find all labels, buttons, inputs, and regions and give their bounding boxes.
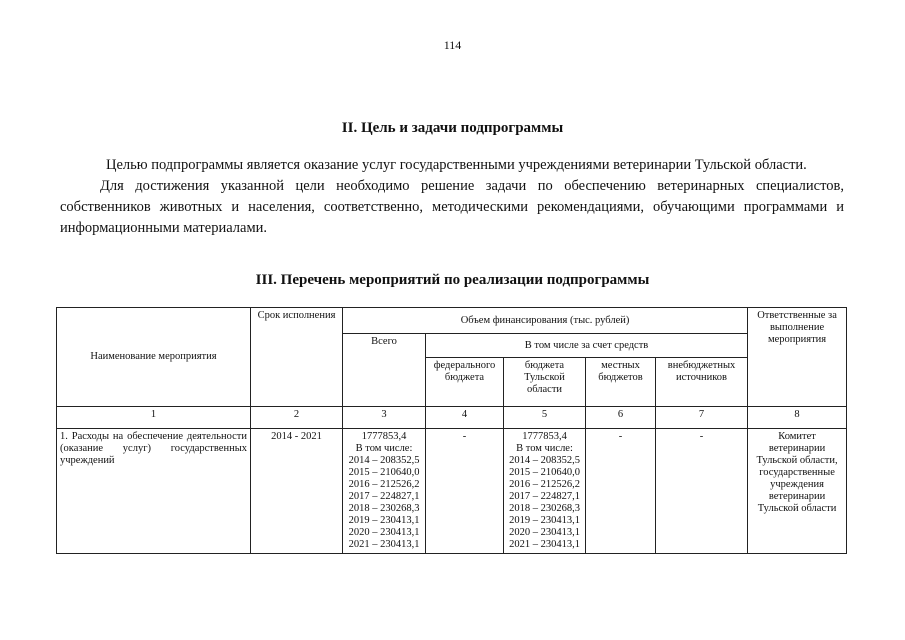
tasks-paragraph: Для достижения указанной цели необходимо решение задачи по обеспечению ветеринарных специалистов, собственников животных и населения, соответственно, методическими рекомендациями, обучающими программами и информационными материалами. (60, 178, 844, 236)
section-2-title: II. Цель и задачи подпрограммы (341, 120, 564, 136)
total-year: 2018 – 230268,3 (348, 503, 420, 514)
column-numbers-row (57, 407, 847, 429)
row-term: 2014 - 2021 (251, 429, 343, 554)
row-local: - (586, 429, 656, 554)
total-value: 1777853,4 (361, 431, 407, 442)
total-year: 2016 – 212526,2 (348, 479, 420, 490)
header-local: местных бюджетов (586, 358, 656, 407)
column-number: 1 (57, 407, 251, 429)
section-3-title: III. Перечень мероприятий по реализации подпрограммы (255, 272, 650, 288)
page-number: 114 (443, 38, 462, 52)
column-number: 7 (656, 407, 748, 429)
regional-year: 2021 – 230413,1 (509, 539, 580, 550)
header-total: Всего (343, 334, 426, 407)
row-name: 1. Расходы на обеспечение деятельности (оказание услуг) государственных учреждений (57, 429, 251, 554)
table-row (57, 429, 847, 554)
regional-year: 2020 – 230413,1 (509, 527, 580, 538)
regional-sub-label: В том числе: (516, 443, 573, 454)
total-year: 2021 – 230413,1 (348, 539, 420, 550)
regional-year: 2019 – 230413,1 (509, 515, 580, 526)
row-regional (504, 429, 586, 554)
column-number: 2 (251, 407, 343, 429)
row-total (343, 429, 426, 554)
column-number: 8 (748, 407, 847, 429)
regional-year: 2014 – 208352,5 (509, 455, 580, 466)
total-year: 2020 – 230413,1 (348, 527, 420, 538)
row-responsible: Комитет ветеринарии Тульской области, государственные учреждения ветеринарии Тульской области (748, 429, 847, 554)
total-year: 2015 – 210640,0 (348, 467, 420, 478)
goal-paragraph: Целью подпрограммы является оказание услуг государственными учреждениями ветеринарии Тульской области. (106, 157, 807, 173)
total-year: 2014 – 208352,5 (348, 455, 420, 466)
regional-year: 2015 – 210640,0 (509, 467, 580, 478)
regional-year: 2018 – 230268,3 (509, 503, 580, 514)
column-number: 3 (343, 407, 426, 429)
header-federal: федерального бюджета (426, 358, 504, 407)
row-federal: - (426, 429, 504, 554)
column-number: 5 (504, 407, 586, 429)
events-table (56, 307, 847, 554)
header-extrabudget: внебюджетных источников (656, 358, 748, 407)
total-year: 2019 – 230413,1 (348, 515, 420, 526)
column-number: 4 (426, 407, 504, 429)
regional-year: 2016 – 212526,2 (509, 479, 580, 490)
total-sub-label: В том числе: (355, 443, 413, 454)
header-including: В том числе за счет средств (426, 334, 748, 358)
regional-value: 1777853,4 (522, 431, 567, 442)
total-year: 2017 – 224827,1 (348, 491, 420, 502)
header-responsible: Ответственные за выполнение мероприятия (748, 308, 847, 407)
header-regional: бюджета Тульской области (504, 358, 586, 407)
header-term: Срок исполнения (251, 308, 343, 407)
header-name: Наименование мероприятия (57, 308, 251, 407)
column-number: 6 (586, 407, 656, 429)
row-extrabudget: - (656, 429, 748, 554)
header-funding: Объем финансирования (тыс. рублей) (343, 308, 748, 334)
regional-year: 2017 – 224827,1 (509, 491, 580, 502)
